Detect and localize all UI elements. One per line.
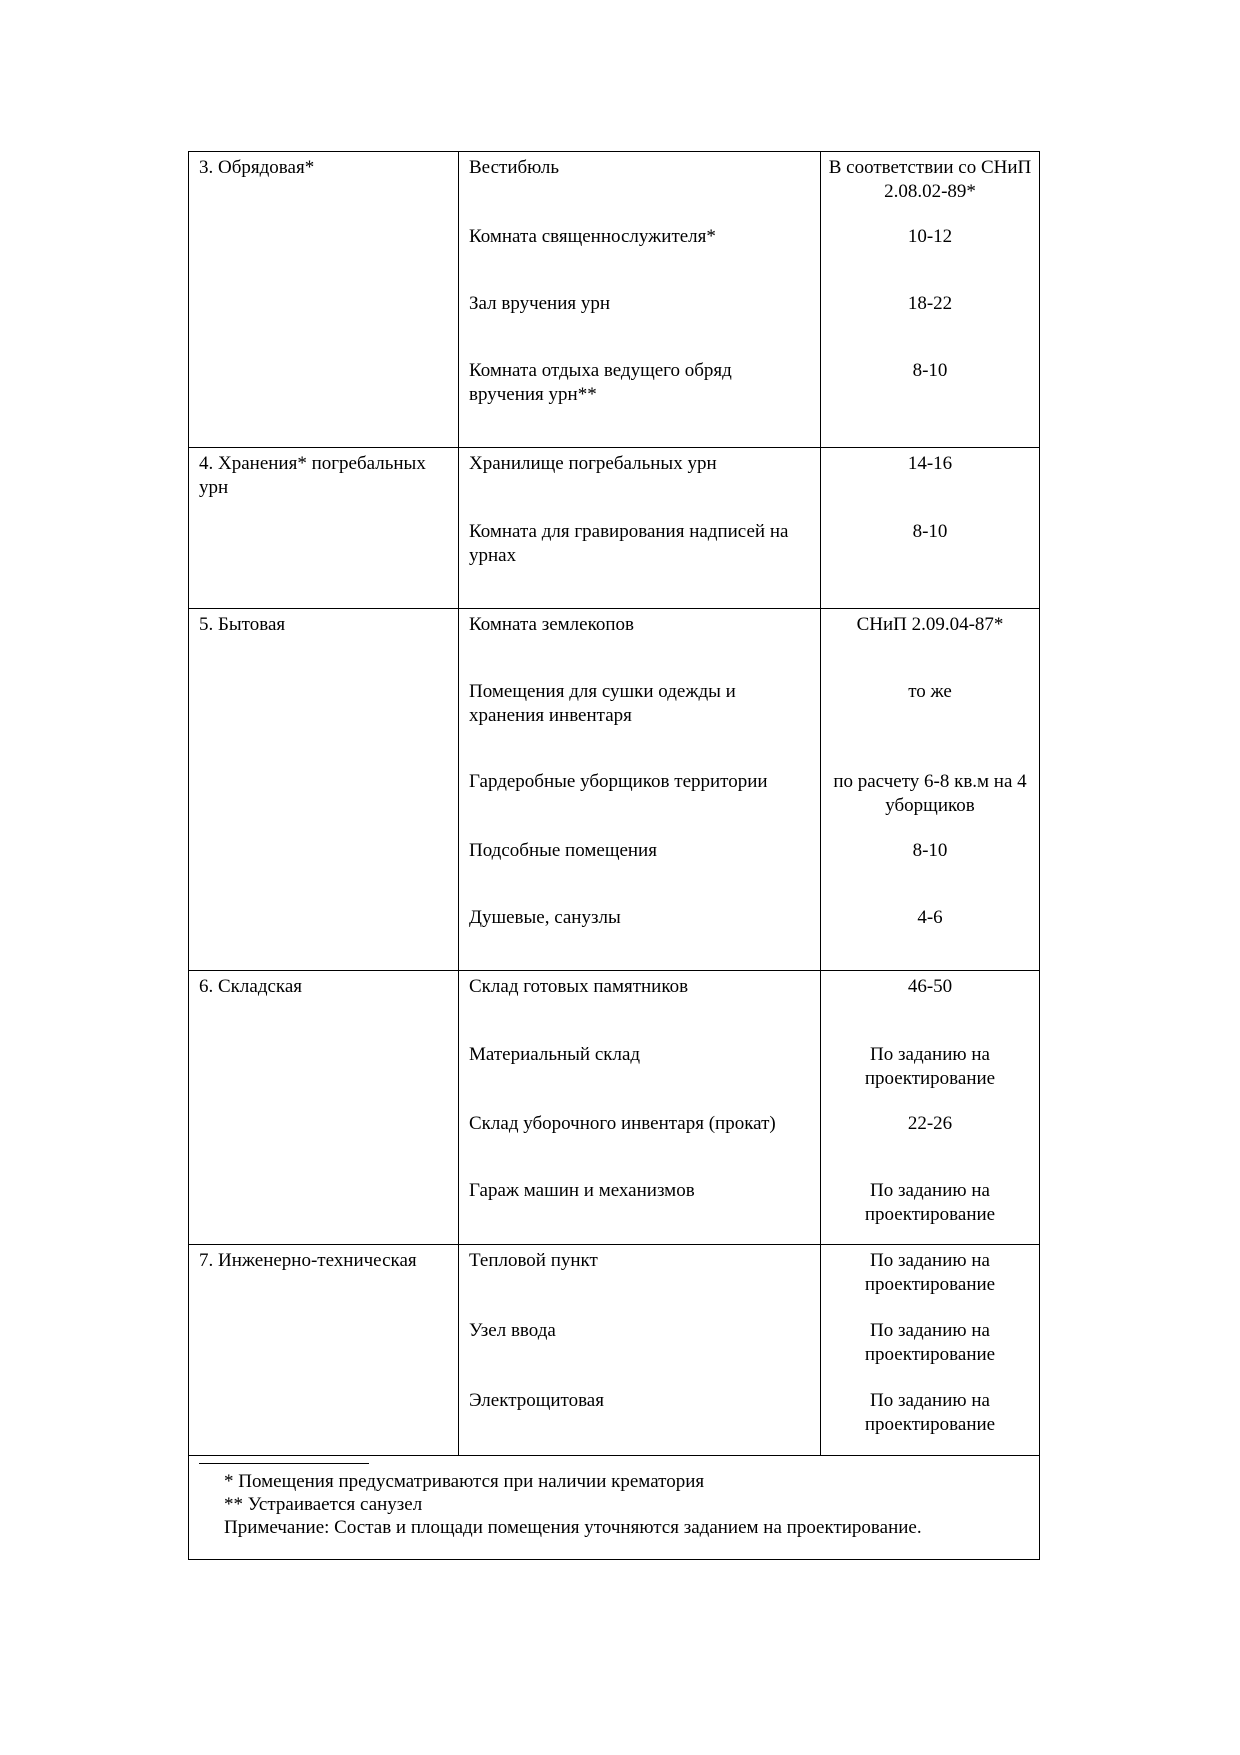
room-name: Склад готовых памятников — [459, 971, 821, 1039]
rooms-list — [459, 152, 1039, 447]
room-area: 22-26 — [907, 1113, 953, 1134]
category-cell: 3. Обрядовая* — [189, 152, 459, 447]
table-row — [459, 902, 1039, 970]
room-area: По заданию на проектирование — [864, 1390, 996, 1435]
room-name: Душевые, санузлы — [459, 902, 821, 970]
table-group — [189, 609, 1039, 971]
room-name: Подсобные помещения — [459, 835, 821, 902]
table-row — [459, 1175, 1039, 1244]
room-name: Комната отдыха ведущего обряд вручения урн** — [459, 355, 821, 447]
table-row — [459, 516, 1039, 608]
room-area: 46-50 — [907, 976, 953, 997]
room-area: По заданию на проектирование — [864, 1320, 996, 1365]
table-row — [459, 1039, 1039, 1108]
room-area: СНиП 2.09.04-87* — [856, 614, 1004, 635]
room-name: Помещения для сушки одежды и хранения инвентаря — [459, 676, 821, 766]
table-row — [459, 1385, 1039, 1455]
room-area: 8-10 — [912, 360, 948, 381]
table-row — [459, 355, 1039, 447]
room-name: Комната землекопов — [459, 609, 821, 676]
table-row — [459, 971, 1039, 1039]
category-cell: 4. Хранения* погребальных урн — [189, 448, 459, 608]
table-group — [189, 971, 1039, 1245]
table-group — [189, 1245, 1039, 1456]
table-row — [459, 1108, 1039, 1175]
footnote-restroom: ** Устраивается санузел — [224, 1494, 423, 1515]
room-name: Хранилище погребальных урн — [459, 448, 821, 516]
room-area: По заданию на проектирование — [864, 1180, 996, 1225]
room-area: то же — [908, 681, 952, 702]
table-row — [459, 221, 1039, 288]
room-area: 8-10 — [912, 521, 948, 542]
footnotes — [189, 1456, 1039, 1559]
table-row — [459, 766, 1039, 835]
room-area: 14-16 — [907, 453, 953, 474]
table-row — [459, 1315, 1039, 1385]
footnote-remark: Примечание: Состав и площади помещения уточняются заданием на проектирование. — [224, 1517, 922, 1538]
room-name: Тепловой пункт — [459, 1245, 821, 1315]
table-group — [189, 152, 1039, 448]
room-area: по расчету 6-8 кв.м на 4 уборщиков — [833, 771, 1027, 816]
room-area: По заданию на проектирование — [864, 1250, 996, 1295]
rooms-table — [188, 151, 1040, 1560]
room-name: Узел ввода — [459, 1315, 821, 1385]
table-row — [459, 152, 1039, 221]
footnote-crematorium: * Помещения предусматриваются при наличии крематория — [224, 1471, 705, 1492]
rooms-list — [459, 448, 1039, 608]
category-cell: 6. Складская — [189, 971, 459, 1244]
room-area: 8-10 — [912, 840, 948, 861]
table-row — [459, 288, 1039, 355]
room-name: Гараж машин и механизмов — [459, 1175, 821, 1244]
room-name: Электрощитовая — [459, 1385, 821, 1455]
rooms-list — [459, 609, 1039, 970]
room-name: Вестибюль — [459, 152, 821, 221]
table-row — [459, 835, 1039, 902]
room-area: 18-22 — [907, 293, 953, 314]
room-name: Комната для гравирования надписей на урнах — [459, 516, 821, 608]
table-group — [189, 448, 1039, 609]
category-cell: 5. Бытовая — [189, 609, 459, 970]
room-name: Склад уборочного инвентаря (прокат) — [459, 1108, 821, 1175]
table-row — [459, 1245, 1039, 1315]
room-name: Гардеробные уборщиков территории — [459, 766, 821, 835]
table-row — [459, 609, 1039, 676]
room-name: Зал вручения урн — [459, 288, 821, 355]
room-area: По заданию на проектирование — [864, 1044, 996, 1089]
room-name: Комната священнослужителя* — [459, 221, 821, 288]
table-row — [459, 676, 1039, 766]
footnote-separator — [199, 1463, 369, 1464]
room-area: 10-12 — [907, 226, 953, 247]
rooms-list — [459, 1245, 1039, 1455]
category-cell: 7. Инженерно-техническая — [189, 1245, 459, 1455]
room-area: В соответствии со СНиП 2.08.02-89* — [828, 157, 1032, 202]
rooms-list — [459, 971, 1039, 1244]
table-row — [459, 448, 1039, 516]
room-area: 4-6 — [917, 907, 943, 928]
room-name: Материальный склад — [459, 1039, 821, 1108]
